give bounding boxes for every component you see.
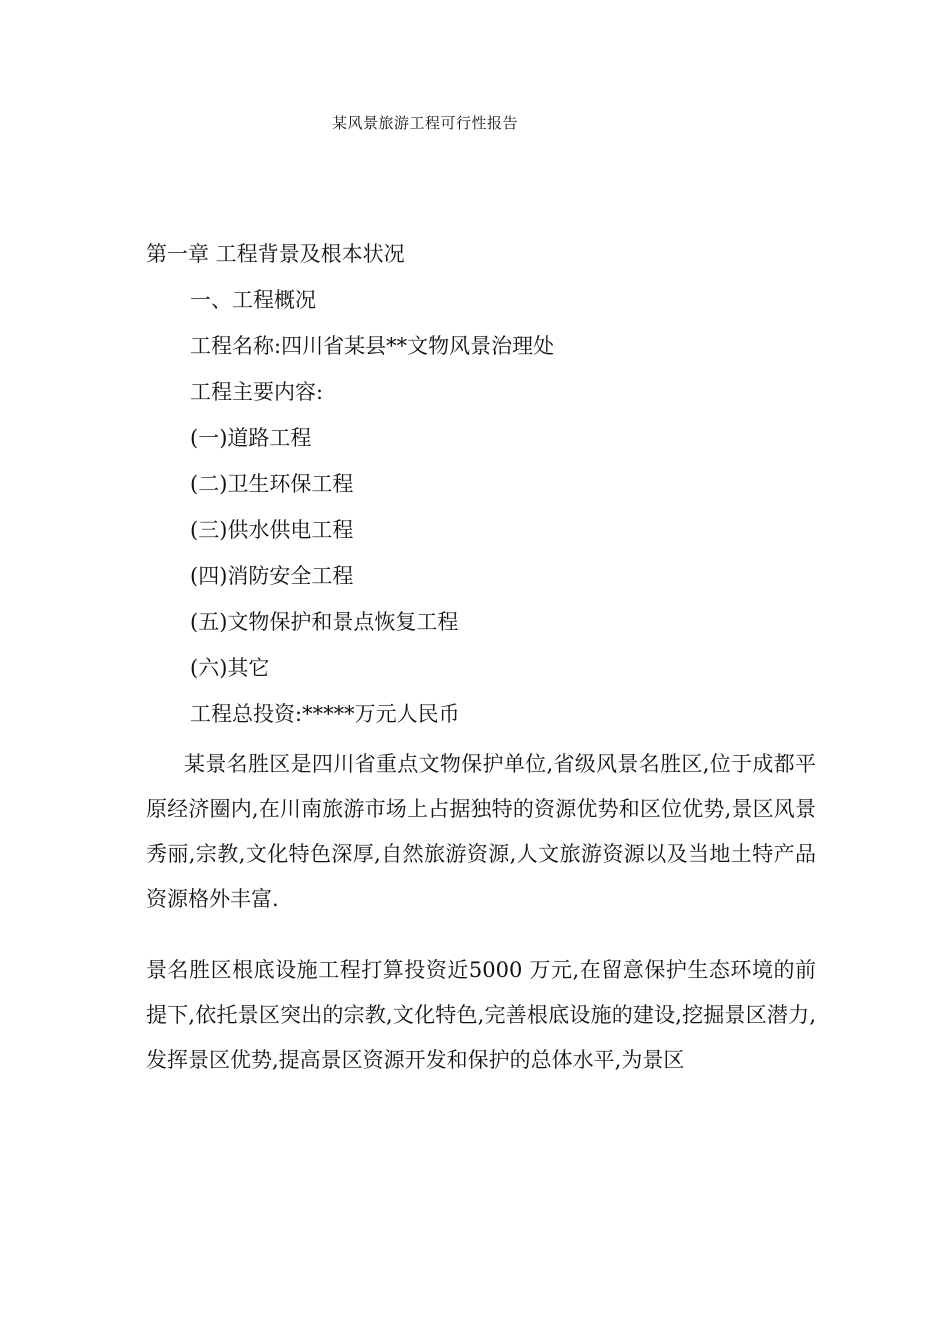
list-item: (四)消防安全工程 <box>190 564 354 588</box>
section-heading: 一、工程概况 <box>190 288 316 312</box>
paragraph-investment-plan: 景名胜区根底设施工程打算投资近5000 万元,在留意保护生态环境的前提下,依托景区突出的宗教,文化特色,完善根底设施的建设,挖掘景区潜力,发挥景区优势,提高景区资源开发和保护的总体水平,为景区 <box>146 958 816 1072</box>
paragraph-overview: 某景名胜区是四川省重点文物保护单位,省级风景名胜区,位于成都平原经济圈内,在川南旅游市场上占据独特的资源优势和区位优势,景区风景秀丽,宗教,文化特色深厚,自然旅游资源,人文旅游资源以及当地土特产品资源格外丰富. <box>146 752 816 911</box>
project-name-line: 工程名称:四川省某县**文物风景治理处 <box>190 334 555 358</box>
document-body <box>146 238 816 1083</box>
total-investment-line: 工程总投资:*****万元人民币 <box>190 702 460 726</box>
list-item: (三)供水供电工程 <box>190 518 354 542</box>
list-item: (二)卫生环保工程 <box>190 472 354 496</box>
document-header-title: 某风景旅游工程可行性报告 <box>331 114 518 132</box>
list-item: (五)文物保护和景点恢复工程 <box>190 610 459 634</box>
list-item: (六)其它 <box>190 656 270 680</box>
main-content-label: 工程主要内容: <box>190 380 324 404</box>
chapter-heading: 第一章 工程背景及根本状况 <box>146 242 405 266</box>
list-item: (一)道路工程 <box>190 426 312 450</box>
